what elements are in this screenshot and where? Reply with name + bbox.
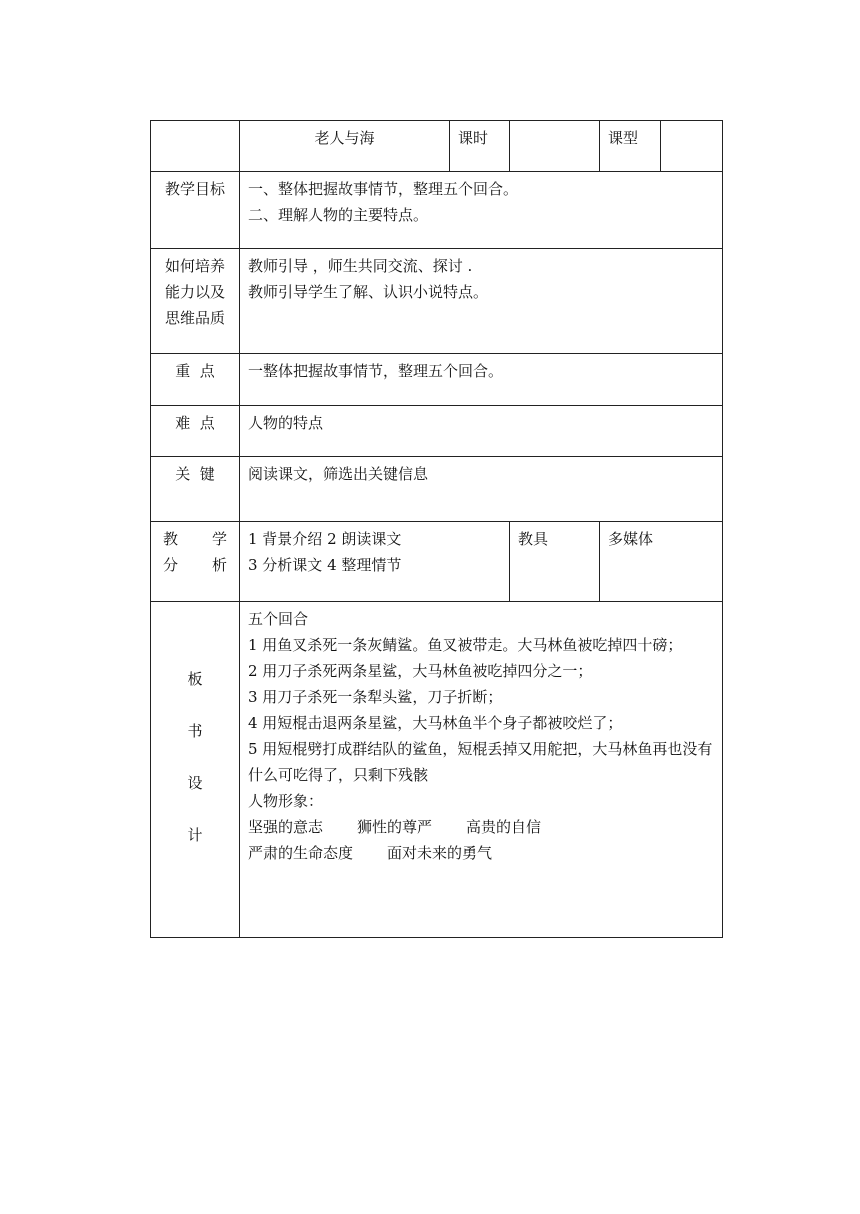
traits-heading: 人物形象： (248, 792, 324, 810)
board-label-char: 计 (187, 825, 203, 844)
board-round: 3 用刀子杀死一条犁头鲨，刀子折断； (248, 688, 503, 706)
analysis-label-char: 分 (163, 556, 179, 574)
board-label-char: 书 (187, 721, 203, 740)
board-round: 2 用刀子杀死两条星鲨，大马林鱼被吃掉四分之一； (248, 662, 593, 680)
type-label: 课型 (600, 121, 661, 172)
analysis-label-row (159, 552, 231, 578)
trait-item: 严肃的生命态度 (248, 844, 354, 862)
period-label: 课时 (450, 121, 510, 172)
trait-item: 坚强的意志 (248, 818, 324, 836)
trait-item: 高贵的自信 (466, 818, 542, 836)
traits-row (248, 814, 714, 840)
traits-row (248, 840, 714, 866)
key-point-content: 一整体把握故事情节，整理五个回合。 (240, 354, 723, 406)
lesson-title: 老人与海 (240, 121, 450, 172)
board-round: 1 用鱼叉杀死一条灰鲭鲨。鱼叉被带走。大马林鱼被吃掉四十磅； (248, 636, 683, 654)
ability-content (240, 249, 723, 354)
difficulty-row (151, 406, 723, 457)
analysis-label (151, 522, 240, 602)
analysis-line: 3 分析课文 4 整理情节 (248, 556, 402, 574)
analysis-label-char: 学 (211, 530, 227, 548)
tools-label: 教具 (510, 522, 600, 602)
key-point-label: 重 点 (151, 354, 240, 406)
ability-label-line: 能力以及 (164, 283, 225, 301)
ability-row (151, 249, 723, 354)
analysis-content (240, 522, 510, 602)
board-round: 5 用短棍劈打成群结队的鲨鱼，短棍丢掉又用舵把，大马林鱼再也没有什么可吃得了，只剩下残骸 (248, 740, 713, 784)
trait-item: 狮性的尊严 (357, 818, 433, 836)
header-row (151, 121, 723, 172)
board-design-label-chars (159, 666, 231, 874)
board-design-label (151, 602, 240, 938)
board-label-char: 设 (187, 773, 203, 792)
lesson-plan-table (150, 120, 723, 938)
objectives-label: 教学目标 (151, 172, 240, 249)
key-point-row (151, 354, 723, 406)
analysis-label-char: 教 (163, 530, 179, 548)
board-heading: 五个回合 (248, 610, 309, 628)
tools-value: 多媒体 (600, 522, 723, 602)
board-design-row (151, 602, 723, 938)
header-empty-cell (151, 121, 240, 172)
objectives-content (240, 172, 723, 249)
analysis-label-row (159, 526, 231, 552)
ability-label (151, 249, 240, 354)
board-design-content (240, 602, 723, 938)
objectives-row (151, 172, 723, 249)
crux-label: 关 键 (151, 457, 240, 522)
ability-label-line: 如何培养 (164, 257, 225, 275)
ability-label-line: 思维品质 (164, 309, 225, 327)
analysis-row (151, 522, 723, 602)
ability-line: 教师引导学生了解、认识小说特点。 (248, 283, 489, 301)
analysis-label-char: 析 (211, 556, 227, 574)
board-label-char: 板 (187, 669, 203, 688)
trait-item: 面对未来的勇气 (387, 844, 493, 862)
objective-line: 一、整体把握故事情节，整理五个回合。 (248, 180, 519, 198)
type-value (661, 121, 723, 172)
ability-line: 教师引导 ，师生共同交流、探讨 . (248, 257, 473, 275)
difficulty-label: 难 点 (151, 406, 240, 457)
crux-row (151, 457, 723, 522)
analysis-line: 1 背景介绍 2 朗读课文 (248, 530, 402, 548)
crux-content: 阅读课文，筛选出关键信息 (240, 457, 723, 522)
difficulty-content: 人物的特点 (240, 406, 723, 457)
objective-line: 二、理解人物的主要特点。 (248, 206, 429, 224)
board-round: 4 用短棍击退两条星鲨，大马林鱼半个身子都被咬烂了； (248, 714, 623, 732)
period-value (510, 121, 600, 172)
